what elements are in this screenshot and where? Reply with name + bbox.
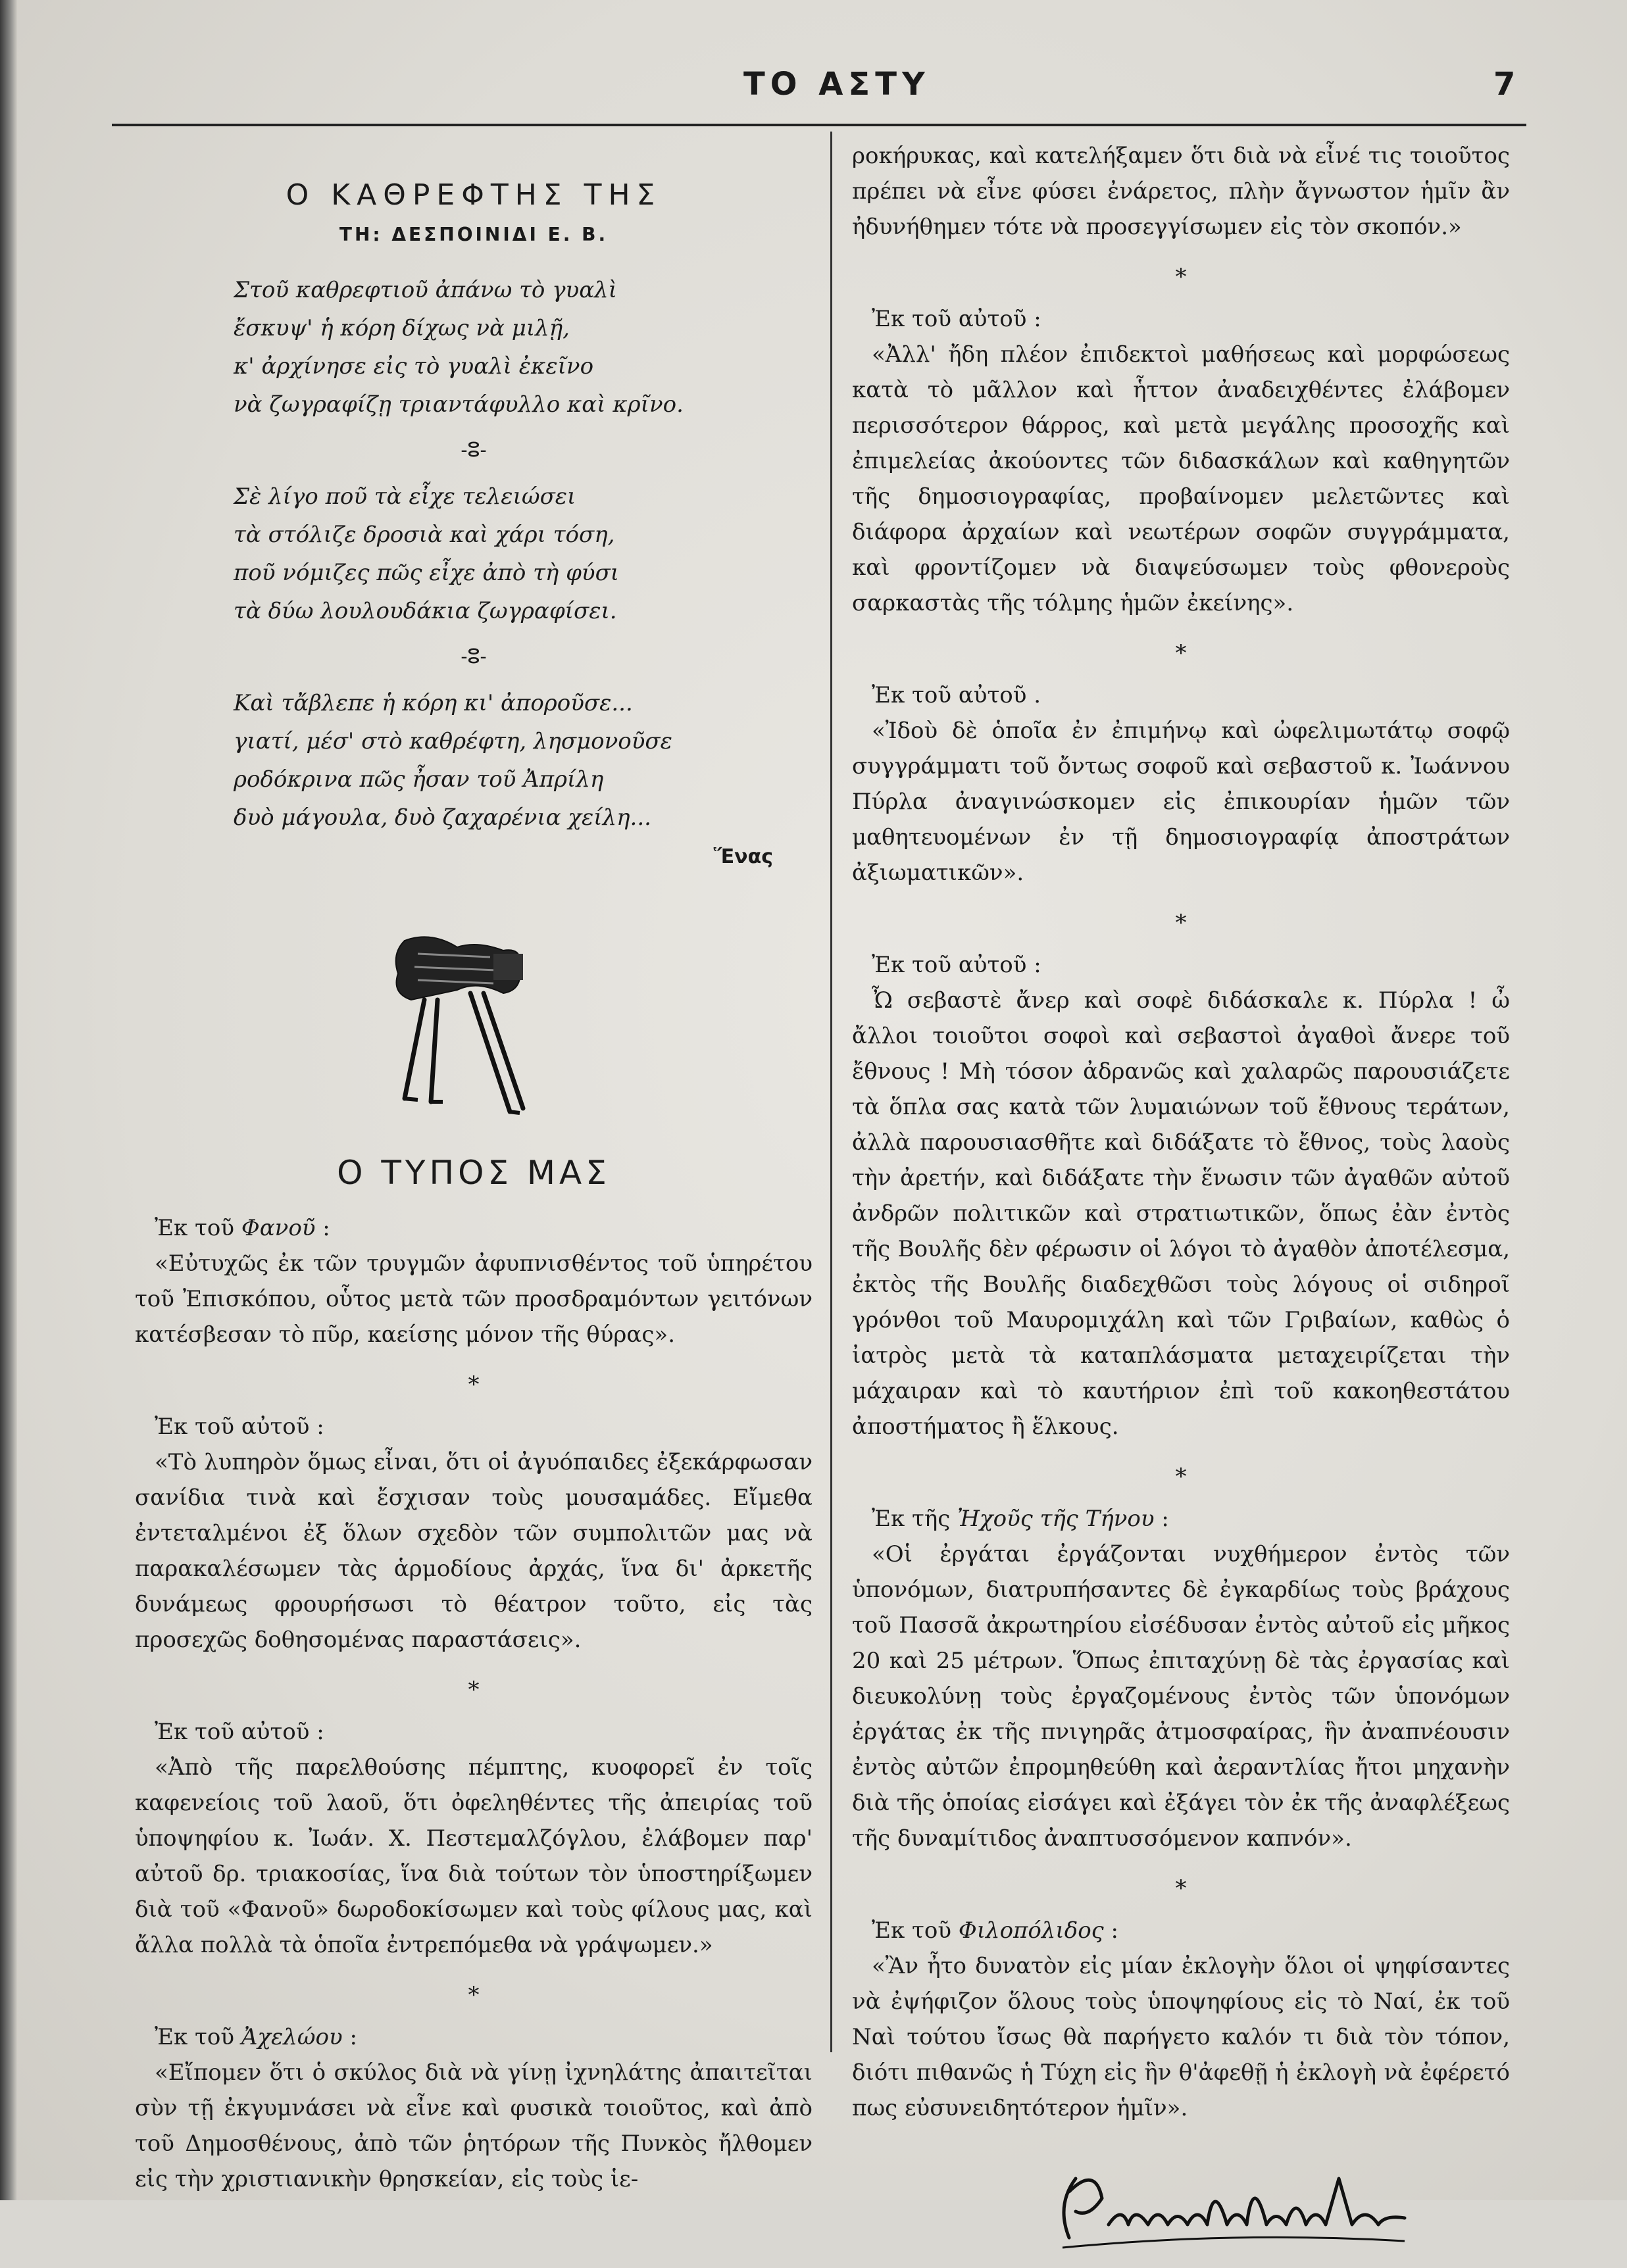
quote-text: «Ἂν ἦτο δυνατὸν εἰς μίαν ἐκλογὴν ὅλοι οἱ ψηφίσαντες νὰ ἐψήφιζον ὅλους τοὺς ὑποψηφίους εἰς τὸ Ναί, ἐκ τοῦ Ναὶ τούτου ἴσως θὰ παρήγετο καλόν τι διὰ τὸν τόπον, διότι πιθανῶς ἡ Τύχη εἰς ἣν θ'ἀφεθῇ ἡ ἐκλογὴ νὰ ἐφέρετό πως εὐσυνειδητότερον ἡμῖν». bbox=[852, 1953, 1510, 2121]
column-divider bbox=[830, 132, 832, 2052]
poem-title: Ο ΚΑΘΡΕΦΤΗΣ ΤΗΣ bbox=[286, 178, 662, 212]
stanza-ornament: -ⵓ- bbox=[461, 645, 487, 668]
poem-line: Καὶ τἄβλεπε ἡ κόρη κι' ἀποροῦσε... bbox=[234, 690, 633, 716]
page-header bbox=[0, 66, 1627, 105]
quote-continuation: ροκήρυκας, καὶ κατελήξαμεν ὅτι διὰ νὰ εἶνέ τις τοιοῦτος πρέπει νὰ εἶνε φύσει ἐνάρετος, πλὴν ἄγνωστον ἡμῖν ἂν ἠδυνήθημεν τότε νὰ προσεγγίσωμεν εἰς τὸν σκοπόν.» bbox=[852, 143, 1510, 240]
poem-line: κ' ἀρχίνησε εἰς τὸ γυαλὶ ἐκεῖνο bbox=[234, 353, 594, 380]
right-column bbox=[852, 138, 1510, 2268]
stanza-ornament: -ⵓ- bbox=[461, 439, 487, 462]
quote-text: «Εὐτυχῶς ἐκ τῶν τρυγμῶν ἀφυπνισθέντος τοῦ ὑπηρέτου τοῦ Ἐπισκόπου, οὗτος μετὰ τῶν προσδραμόντων γειτόνων κατέσβεσαν τὸ πῦρ, καείσης μόνον τῆς θύρας». bbox=[135, 1250, 813, 1348]
quote-text: Ὦ σεβαστὲ ἄνερ καὶ σοφὲ διδάσκαλε κ. Πύρλα ! ὦ ἄλλοι τοιοῦτοι σοφοὶ καὶ σεβαστοὶ ἀγαθοὶ ἄνερε τοῦ ἔθνους ! Μὴ τόσον ἀδρανῶς καὶ χαλαρῶς παρουσιάζετε τὰ ὅπλα σας κατὰ τῶν λυμαιώνων τοῦ ἔθνους τεράτων, ἀλλὰ παρουσιασθῆτε καὶ διδάξατε τὸ ἔθνος, τοὺς λαοὺς τὴν ἀρετήν, καὶ διδάξατε τὴν ἕνωσιν τῶν ἀγαθῶν αὐτοῦ ἀνδρῶν πολιτικῶν καὶ στρατιωτικῶν, ὅπως ἐὰν ἐντὸς τῆς Βουλῆς δὲν φέρωσιν οἱ λόγοι τὸ ἀγαθὸν ἀποτέλεσμα, ἐκτὸς τῆς Βουλῆς διαδεχθῶσι τοὺς λόγους οἱ σιδηροῖ γρόνθοι τοῦ Μαυρομιχάλη καὶ τῶν Γριβαίων, καθὼς ὁ ἰατρὸς μετὰ τὰ καταπλάσματα μεταχειρίζεται τὴν μάχαιραν καὶ τὸ καυτήριον ἐπὶ τοῦ κακοηθεστάτου ἀποστήματος ἢ ἕλκους. bbox=[852, 987, 1510, 1440]
star-separator: * bbox=[1175, 1464, 1187, 1490]
quote-source: Ἐκ τοῦ Φανοῦ : bbox=[155, 1215, 330, 1241]
poem-stanza bbox=[234, 684, 813, 837]
star-separator: * bbox=[468, 1982, 480, 2008]
poem-line: τὰ δύω λουλουδάκια ζωγραφίσει. bbox=[234, 598, 617, 624]
quote-text: «Εἴπομεν ὅτι ὁ σκύλος διὰ νὰ γίνῃ ἰχνηλάτης ἀπαιτεῖται σὺν τῇ ἐκγυμνάσει νὰ εἶνε καὶ φυσικὰ τοιοῦτος, καὶ ἀπὸ τοῦ Δημοσθένους, ἀπὸ τῶν ῥητόρων τῆς Πυνκὸς ἤλθομεν εἰς τὴν χριστιανικὴν θρησκείαν, εἰς τοὺς ἱε- bbox=[135, 2059, 813, 2192]
poem-line: Στοῦ καθρεφτιοῦ ἀπάνω τὸ γυαλὶ bbox=[234, 277, 618, 303]
newspaper-title: ΤΟ ΑΣΤΥ bbox=[743, 66, 930, 103]
poem-line: ἔσκυψ' ἡ κόρη δίχως νὰ μιλῇ, bbox=[234, 315, 570, 341]
quote-source: Ἐκ τοῦ αὐτοῦ : bbox=[872, 952, 1041, 978]
section-title: Ο ΤΥΠΟΣ ΜΑΣ bbox=[337, 1154, 611, 1192]
source-name: Ἀχελώου bbox=[241, 2024, 343, 2050]
quote-source: Ἐκ τοῦ αὐτοῦ : bbox=[155, 1719, 324, 1745]
quote-source: Ἐκ τοῦ Ἀχελώου : bbox=[155, 2024, 357, 2050]
left-column bbox=[135, 164, 813, 2197]
page-binding-edge bbox=[0, 0, 17, 2200]
quote-text: «Ἰδοὺ δὲ ὁποῖα ἐν ἐπιμήνῳ καὶ ὠφελιμωτάτῳ σοφῷ συγγράμματι τοῦ ὄντως σοφοῦ καὶ σεβαστοῦ κ. Ἰωάννου Πύρλα ἀναγινώσκομεν εἰς ἐπικουρίαν ἡμῶν τῶν μαθητευομένων ἐν τῇ δημοσιογραφίᾳ ἀποστράτων ἀξιωματικῶν». bbox=[852, 718, 1510, 886]
poem-line: γιατί, μέσ' στὸ καθρέφτη, λησμονοῦσε bbox=[234, 728, 672, 754]
star-separator: * bbox=[1175, 264, 1187, 290]
quote-text: «Τὸ λυπηρὸν ὅμως εἶναι, ὅτι οἱ ἀγυόπαιδες ἐξεκάρφωσαν σανίδια τινὰ καὶ ἔσχισαν τοὺς μουσαμάδες. Εἴμεθα ἐντεταλμένοι ἐξ ὅλων σχεδὸν τῶν συμπολιτῶν μας νὰ παρακαλέσωμεν τὰς ἁρμοδίους ἀρχάς, ἵνα δι' ἀρκετῆς δυνάμεως φρουρήσωσι τὸ θέατρον τοῦτο, εἰς τὰς προσεχῶς δοθησομένας παραστάσεις». bbox=[135, 1449, 813, 1653]
poem-line: ροδόκρινα πῶς ἦσαν τοῦ Ἀπρίλη bbox=[234, 766, 604, 793]
poem-stanza bbox=[234, 478, 813, 630]
poem-line: Σὲ λίγο ποῦ τὰ εἶχε τελειώσει bbox=[234, 483, 576, 510]
source-name: Ἠχοῦς τῆς Τήνου bbox=[957, 1506, 1155, 1532]
handwritten-signature bbox=[1049, 2152, 1418, 2257]
star-separator: * bbox=[1175, 640, 1187, 666]
poem-line: νὰ ζωγραφίζῃ τριαντάφυλλο καὶ κρῖνο. bbox=[234, 391, 684, 418]
source-name: Φανοῦ bbox=[241, 1215, 316, 1241]
quote-source: Ἐκ τῆς Ἠχοῦς τῆς Τήνου : bbox=[872, 1506, 1169, 1532]
header-rule bbox=[112, 124, 1526, 126]
poem-dedication: ΤΗ: ΔΕΣΠΟΙΝΙΔΙ Ε. Β. bbox=[339, 224, 609, 245]
poem-stanza bbox=[234, 271, 813, 424]
source-name: Φιλοπόλιδος bbox=[958, 1917, 1104, 1944]
poem-line: δυὸ μάγουλα, δυὸ ζαχαρένια χείλη... bbox=[234, 804, 651, 831]
page-number: 7 bbox=[1493, 66, 1516, 103]
quote-text: «Οἱ ἐργάται ἐργάζονται νυχθήμερον ἐντὸς τῶν ὑπονόμων, διατρυπήσαντες δὲ ἐγκαρδίως τοὺς βράχους τοῦ Πασσᾶ ἀκρωτηρίου εἰσέδυσαν ἐντὸς αὐτοῦ εἰς μῆκος 20 καὶ 25 μέτρων. Ὅπως ἐπιταχύνῃ δὲ τὰς ἐργασίας καὶ διευκολύνῃ τοὺς ἐργαζομένους ἐντὸς τῶν ὑπονόμων ἐργάτας ἐκ τῆς πνιγηρᾶς ἀτμοσφαίρας, ἣν ἀναπνέουσιν ἐντὸς αὐτῶν ἐπρομηθεύθη καὶ ἀεραντλίας ἤτοι μηχανὴν διὰ τῆς ὁποίας εἰσάγει καὶ ἐξάγει τὸν ἐκ τῆς ἀναφλέξεως τῆς δυναμίτιδος ἀναπτυσσόμενον καπνόν». bbox=[852, 1541, 1510, 1852]
quote-text: «Ἀλλ' ἤδη πλέον ἐπιδεκτοὶ μαθήσεως καὶ μορφώσεως κατὰ τὸ μᾶλλον καὶ ἧττον ἀναδειχθέντες ἐλάβομεν περισσότερον θάρρος, καὶ μετὰ μεγάλης προσοχῆς καὶ ἐπιμελείας ἀκούοντες τῶν διδασκάλων καὶ καθηγητῶν τῆς δημοσιογραφίας, προβαίνομεν μελετῶντες καὶ διάφορα ἀρχαίων καὶ νεωτέρων σοφῶν συγγράμματα, καὶ φροντίζομεν νὰ διαψεύσωμεν τοὺς φθονεροὺς σαρκαστὰς τῆς τόλμης ἡμῶν ἐκείνης». bbox=[852, 341, 1510, 616]
star-separator: * bbox=[1175, 910, 1187, 936]
poem-line: ποῦ νόμιζες πῶς εἶχε ἀπὸ τὴ φύσι bbox=[234, 560, 620, 586]
star-separator: * bbox=[468, 1677, 480, 1703]
star-separator: * bbox=[468, 1371, 480, 1398]
poem-author: Ἕνας bbox=[713, 845, 773, 868]
poem-line: τὰ στόλιζε δροσιὰ καὶ χάρι τόση, bbox=[234, 522, 615, 548]
quote-source: Ἐκ τοῦ αὐτοῦ . bbox=[872, 682, 1041, 708]
quote-source: Ἐκ τοῦ αὐτοῦ : bbox=[872, 306, 1041, 332]
quote-source: Ἐκ τοῦ Φιλοπόλιδος : bbox=[872, 1917, 1118, 1944]
quote-source: Ἐκ τοῦ αὐτοῦ : bbox=[155, 1414, 324, 1440]
quote-text: «Ἀπὸ τῆς παρελθούσης πέμπτης, κυοφορεῖ ἐν τοῖς καφενείοις τοῦ λαοῦ, ὅτι ὀφεληθέντες τῆς ἀπειρίας τοῦ ὑποψηφίου κ. Ἰωάν. Χ. Πεστεμαλζόγλου, ἐλάβομεν παρ' αὐτοῦ δρ. τριακοσίας, ἵνα διὰ τούτων τὸν ὑποστηρίξωμεν διὰ τοῦ «Φανοῦ» δωροδοκίσωμεν καὶ τοὺς φίλους μας, καὶ ἄλλα πολλὰ τὰ ὁποῖα ἐντρεπόμεθα νὰ γράψωμεν.» bbox=[135, 1754, 813, 1958]
star-separator: * bbox=[1175, 1875, 1187, 1902]
camera-on-tripod-icon bbox=[378, 927, 536, 1118]
